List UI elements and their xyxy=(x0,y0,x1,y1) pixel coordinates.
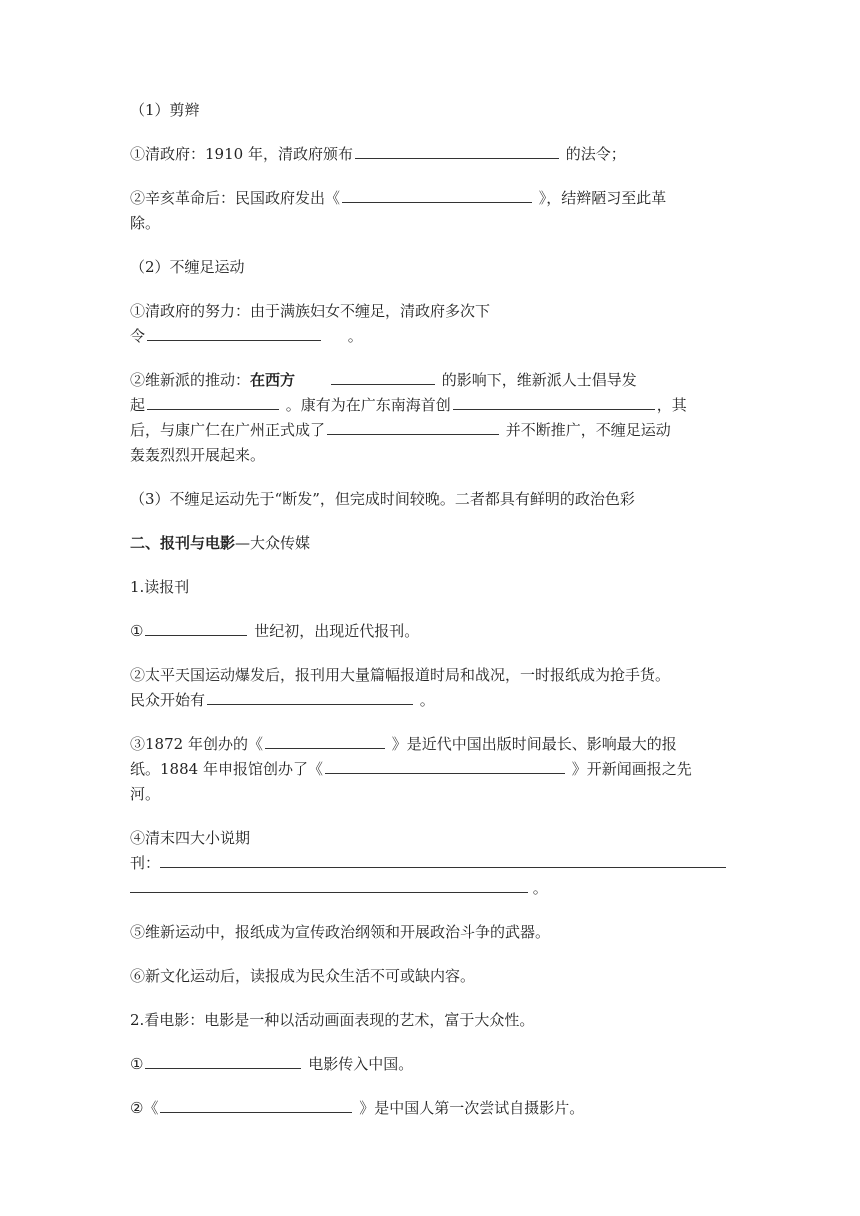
fill-blank[interactable] xyxy=(331,368,435,385)
fill-blank[interactable] xyxy=(147,324,321,341)
paragraph: ① 世纪初，出现近代报刊。 xyxy=(130,619,730,644)
document-page xyxy=(130,98,730,1121)
paragraph: ②维新派的推动：在西方 的影响下，维新派人士倡导发 xyxy=(130,368,730,393)
paragraph: ⑥新文化运动后，读报成为民众生活不可或缺内容。 xyxy=(130,967,476,985)
paragraph: 令 。 xyxy=(130,324,730,349)
paragraph: 轰轰烈烈开展起来。 xyxy=(130,446,266,464)
paragraph: 河。 xyxy=(130,785,161,803)
fill-blank[interactable] xyxy=(265,732,385,749)
paragraph: （3）不缠足运动先于“断发”，但完成时间较晚。二者都具有鲜明的政治色彩 xyxy=(130,490,635,508)
paragraph: ②辛亥革命后：民国政府发出《 》，结辫陋习至此革 xyxy=(130,186,730,211)
fill-blank[interactable] xyxy=(453,393,655,410)
fill-blank[interactable] xyxy=(342,186,532,203)
paragraph: ① 电影传入中国。 xyxy=(130,1052,730,1077)
section-heading: （2）不缠足运动 xyxy=(130,258,245,276)
fill-blank[interactable] xyxy=(355,142,559,159)
paragraph: 民众开始有 。 xyxy=(130,688,730,713)
subsection-heading: 1.读报刊 xyxy=(130,578,190,596)
subsection-heading: 2.看电影：电影是一种以活动画面表现的艺术，富于大众性。 xyxy=(130,1011,535,1029)
paragraph: 纸。1884 年申报馆创办了《 》开新闻画报之先 xyxy=(130,757,730,782)
paragraph: 。 xyxy=(130,876,730,901)
section-heading: 二、报刊与电影—大众传媒 xyxy=(130,534,311,552)
paragraph: ④清末四大小说期 xyxy=(130,829,251,847)
fill-blank[interactable] xyxy=(145,619,247,636)
fill-blank[interactable] xyxy=(160,851,726,868)
fill-blank[interactable] xyxy=(147,393,279,410)
paragraph: ③1872 年创办的《 》是近代中国出版时间最长、影响最大的报 xyxy=(130,732,730,757)
fill-blank[interactable] xyxy=(160,1096,352,1113)
fill-blank[interactable] xyxy=(145,1052,301,1069)
paragraph: 除。 xyxy=(130,214,161,232)
paragraph: ⑤维新运动中，报纸成为宣传政治纲领和开展政治斗争的武器。 xyxy=(130,923,551,941)
paragraph: ①清政府的努力：由于满族妇女不缠足，清政府多次下 xyxy=(130,302,491,320)
section-heading: （1）剪辫 xyxy=(130,101,200,119)
paragraph: 起 。康有为在广东南海首创 ，其 xyxy=(130,393,730,418)
paragraph: ①清政府：1910 年，清政府颁布 的法令； xyxy=(130,142,730,167)
fill-blank[interactable] xyxy=(207,688,413,705)
paragraph: ②《 》是中国人第一次尝试自摄影片。 xyxy=(130,1096,730,1121)
paragraph: 刊： xyxy=(130,851,730,876)
fill-blank[interactable] xyxy=(325,757,565,774)
fill-blank[interactable] xyxy=(130,876,528,893)
fill-blank[interactable] xyxy=(327,418,499,435)
paragraph: 后，与康广仁在广州正式成了 并不断推广，不缠足运动 xyxy=(130,418,730,443)
paragraph: ②太平天国运动爆发后，报刊用大量篇幅报道时局和战况，一时报纸成为抢手货。 xyxy=(130,666,671,684)
